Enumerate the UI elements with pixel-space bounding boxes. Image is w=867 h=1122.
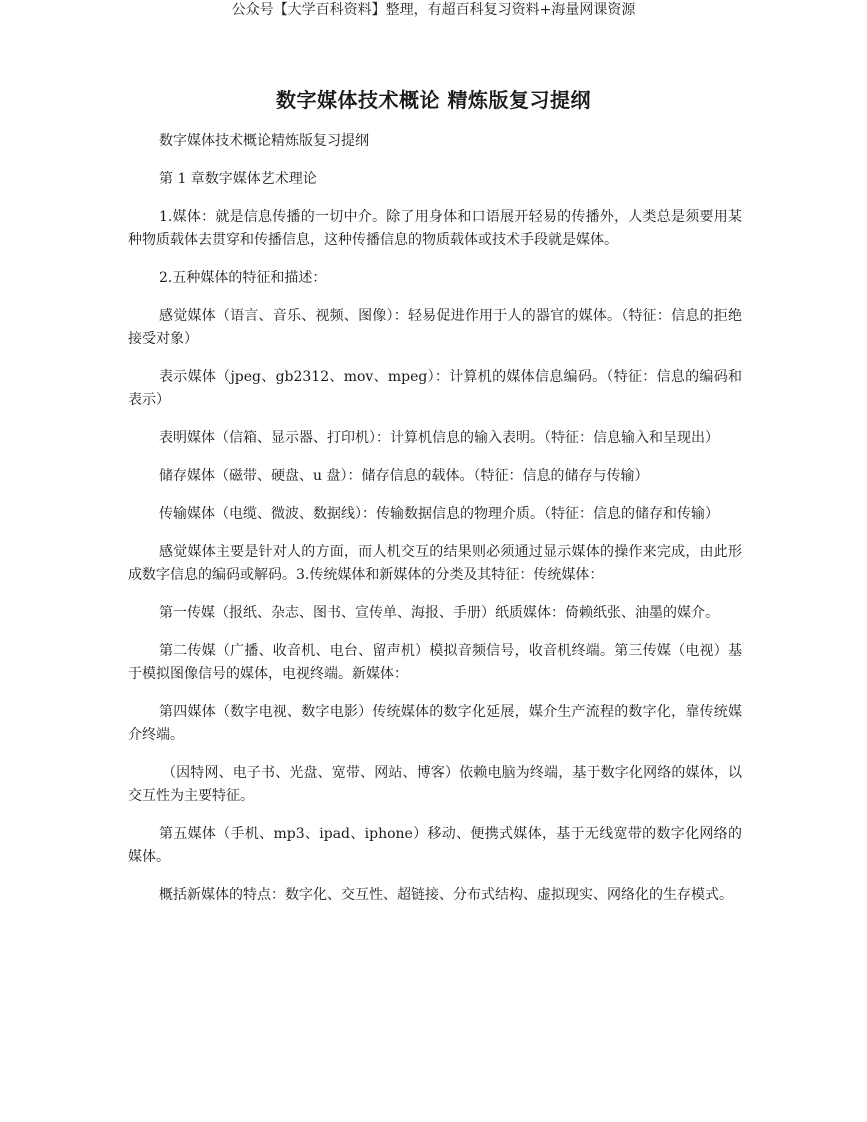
paragraph: 表明媒体（信箱、显示器、打印机）：计算机信息的输入表明。（特征：信息输入和呈现出） [159, 430, 719, 446]
page-header: 公众号【大学百科资料】整理，有超百科复习资料+海量网课资源 [231, 2, 636, 18]
paragraph: （因特网、电子书、光盘、宽带、网站、博客）依赖电脑为终端，基于数字化网络的媒体，以交互性为主要特征。 [128, 765, 742, 804]
paragraph: 第 1 章数字媒体艺术理论 [159, 171, 317, 187]
paragraph: 2.五种媒体的特征和描述： [159, 270, 327, 286]
paragraph: 第四媒体（数字电视、数字电影）传统媒体的数字化延展，媒介生产流程的数字化，靠传统媒介终端。 [128, 704, 742, 743]
paragraph: 表示媒体（jpeg、gb2312、mov、mpeg）：计算机的媒体信息编码。（特征：信息的编码和表示） [128, 369, 742, 408]
paragraph: 1.媒体：就是信息传播的一切中介。除了用身体和口语展开轻易的传播外，人类总是须要用某种物质载体去贯穿和传播信息，这种传播信息的物质载体或技术手段就是媒体。 [128, 209, 742, 248]
document-title: 数字媒体技术概论 精炼版复习提纲 [276, 88, 591, 112]
document-body [128, 130, 742, 922]
paragraph: 感觉媒体（语言、音乐、视频、图像）：轻易促进作用于人的器官的媒体。（特征：信息的拒绝接受对象） [128, 308, 742, 347]
paragraph: 概括新媒体的特点：数字化、交互性、超链接、分布式结构、虚拟现实、网络化的生存模式。 [159, 887, 733, 903]
paragraph: 第五媒体（手机、mp3、ipad、iphone）移动、便携式媒体，基于无线宽带的数字化网络的媒体。 [128, 826, 742, 865]
paragraph: 储存媒体（磁带、硬盘、u 盘）：储存信息的载体。（特征：信息的储存与传输） [159, 468, 649, 484]
paragraph: 第二传媒（广播、收音机、电台、留声机）模拟音频信号，收音机终端。第三传媒（电视）基于模拟图像信号的媒体，电视终端。新媒体： [128, 643, 742, 682]
paragraph: 感觉媒体主要是针对人的方面，而人机交互的结果则必须通过显示媒体的操作来完成，由此形成数字信息的编码或解码。3.传统媒体和新媒体的分类及其特征：传统媒体： [128, 544, 742, 583]
paragraph: 数字媒体技术概论精炼版复习提纲 [159, 133, 369, 149]
paragraph: 第一传媒（报纸、杂志、图书、宣传单、海报、手册）纸质媒体：倚赖纸张、油墨的媒介。 [159, 605, 719, 621]
paragraph: 传输媒体（电缆、微波、数据线）：传输数据信息的物理介质。（特征：信息的储存和传输） [159, 506, 719, 522]
